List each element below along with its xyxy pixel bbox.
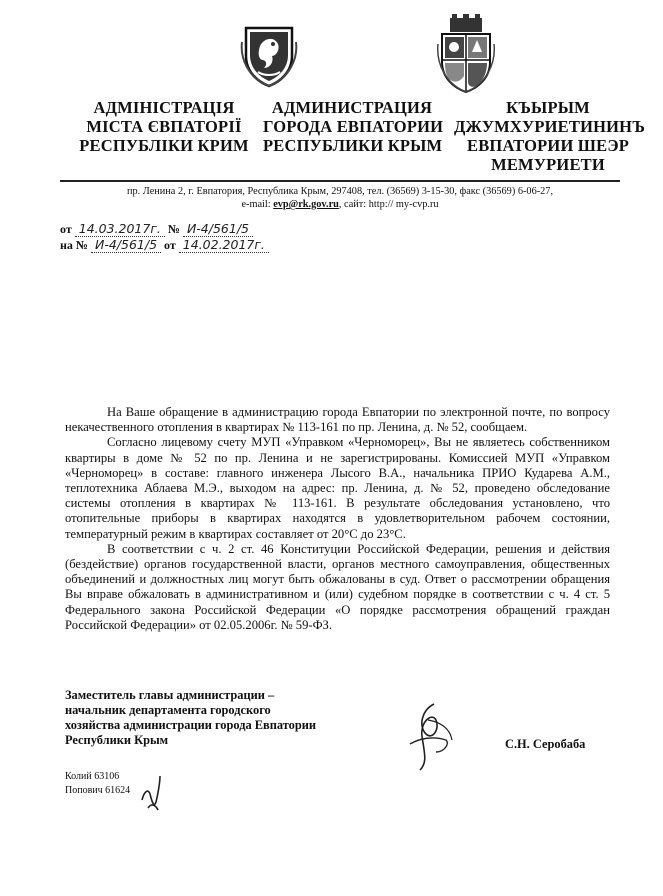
letter-body [65, 405, 610, 633]
signatory-name: С.Н. Серобаба [505, 737, 586, 751]
crimea-coat-of-arms-icon [240, 22, 298, 88]
signatory-position: Заместитель главы администрации – начальник департамента городского хозяйства администрации города Евпатории Республики Крым [65, 688, 317, 747]
initials-mark [138, 772, 164, 812]
email-link[interactable]: evp@rk.gov.ru [273, 199, 339, 210]
header-center-title: АДМИНИСТРАЦИЯ ГОРОДА ЕВПАТОРИИ РЕСПУБЛИКИ КРЫМ [263, 98, 444, 155]
contact-info [60, 185, 620, 211]
executor-line: Колий 63106 [65, 771, 120, 782]
outgoing-number: И-4/561/5 [183, 222, 253, 237]
header-divider [60, 180, 620, 182]
executor-line: Попович 61624 [65, 785, 131, 796]
body-paragraph: В соответствии с ч. 2 ст. 46 Конституции Российской Федерации, решения и действия (бездействие) органов государственной власти, органов местного самоуправления, общественных объединений и должностных лиц могут быть обжалованы в суд. Ответ о рассмотрении обращения Вы вправе обжаловать в административном и (или) судебном порядке в соответствии с ч. 4 ст. 5 Федерального закона Российской Федерации «О порядке рассмотрения обращений граждан Российской Федерации» от 02.05.2006г. № 59-ФЗ. [65, 541, 610, 632]
executor-note [65, 770, 130, 798]
incoming-reference: на № И-4/561/5 от 14.02.2017г. [60, 238, 269, 253]
contact-address-line: пр. Ленина 2, г. Евпатория, Республика Крым, 297408, тел. (36569) 3-15-30, факс (36569) 6-06-27, [126, 186, 554, 197]
incoming-number: И-4/561/5 [91, 238, 161, 253]
evpatoria-coat-of-arms-icon [436, 14, 496, 94]
outgoing-date: 14.03.2017г. [75, 222, 165, 237]
handwritten-signature [400, 700, 460, 772]
header-right-title: КЪЫРЫМ ДЖУМХУРИЕТИНИНЪ ЕВПАТОРИИ ШЕЭР МЕМУРИЕТИ [454, 98, 646, 174]
contact-web-line: e-mail: evp@rk.gov.ru, сайт: http:// my-cvp.ru [241, 199, 439, 210]
body-paragraph: На Ваше обращение в администрацию города Евпатории по электронной почте, по вопросу некачественного отопления в квартирах № 113-161 по пр. Ленина, д. № 52, сообщаем. [65, 405, 610, 435]
outgoing-reference: от 14.03.2017г. № И-4/561/5 [60, 222, 253, 237]
body-paragraph: Согласно лицевому счету МУП «Управком «Черноморец», Вы не являетесь собственником квартиры в доме № 52 по пр. Ленина и не зарегистрированы. Комиссией МУП «Управком «Черноморец» в составе: главного инженера Лысого В.А., начальника ПРИО Кударева А.М., теплотехника Аблаева М.Э., выходом на адрес: пр. Ленина, д. № 52, проведено обследование системы отопления в квартирах № 113-161. В результате обследования установлено, что отопительные приборы в квартирах находятся в удовлетворительном рабочем состоянии, температурный режим в квартирах составляет от 20°С до 23°С. [65, 435, 610, 541]
incoming-date: 14.02.2017г. [179, 238, 269, 253]
header-left-title: АДМІНІСТРАЦІЯ МІСТА ЄВПАТОРІЇ РЕСПУБЛІКИ КРИМ [79, 98, 249, 155]
